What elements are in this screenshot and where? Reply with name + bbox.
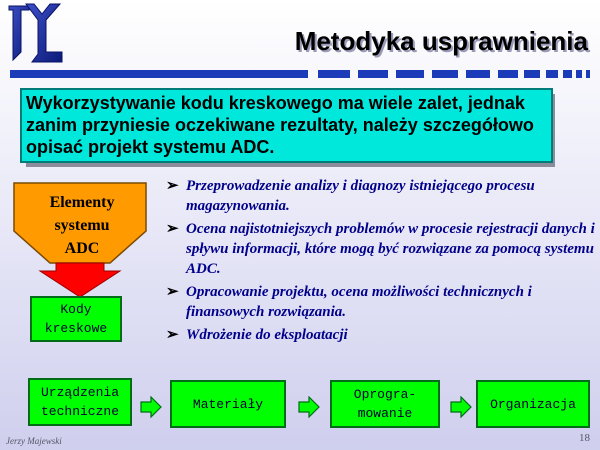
box-line: Oprogra- [353,387,417,402]
barcodes-box [30,296,122,342]
arrow-right-icon [450,396,472,418]
bar-segment [358,70,388,78]
bullet-list [166,176,596,348]
funnel-line: systemu [54,217,110,234]
box-line: Urządzenia [40,385,119,400]
box-line: Organizacja [490,396,576,412]
flow-box-devices [28,378,132,426]
arrow-right-icon [298,396,320,418]
bullet-arrow-icon: ➢ [166,327,179,343]
box-line: techniczne [40,404,119,419]
bullet-item [166,282,596,322]
bar-segment [586,70,590,78]
bar-segment [498,70,518,78]
flow-box-software [330,380,440,428]
bar-segment [10,70,308,78]
arrow-right-icon [140,396,162,418]
bar-segment [524,70,540,78]
funnel-label [40,191,124,260]
bullet-text: Ocena najistotniejszych problemów w procesie rejestracji danych i spływu informacji, które mogą być rozwiązane za pomocą systemu ADC. [186,221,595,277]
bullet-text: Przeprowadzenie analizy i diagnozy istniejącego procesu magazynowania. [186,178,535,214]
box-line: Kody [60,302,92,317]
funnel-line: ADC [64,240,100,257]
bullet-text: Opracowanie projektu, ocena możliwości technicznych i finansowych rozwiązania. [186,284,532,320]
author-footer: Jerzy Majewski [6,436,62,446]
bar-segment [318,70,350,78]
bullet-arrow-icon: ➢ [166,178,179,194]
bar-segment [576,70,582,78]
intro-text-box: Wykorzystywanie kodu kreskowego ma wiele zalet, jednak zanim przyniesie oczekiwane rezultaty, należy szczegółowo opisać projekt systemu ADC. [20,88,553,163]
box-line: Materiały [192,396,264,412]
bullet-item [166,325,596,345]
bar-segment [563,70,572,78]
bullet-arrow-icon: ➢ [166,221,179,237]
bar-segment [396,70,424,78]
bullet-text: Wdrożenie do eksploatacji [186,327,348,343]
flow-box-materials [170,380,286,428]
flow-box-organization [476,380,590,428]
bar-segment [466,70,490,78]
box-line: kreskowe [44,321,108,336]
slide-title: Metodyka usprawnienia [294,26,588,56]
bar-segment [546,70,558,78]
bar-segment [432,70,458,78]
bullet-arrow-icon: ➢ [166,284,179,300]
il-logo-icon [4,2,68,66]
bullet-item [166,219,596,279]
title-underline-bar [10,70,594,78]
box-line: mowanie [357,406,413,421]
bullet-item [166,176,596,216]
page-number: 18 [579,432,590,444]
funnel-line: Elementy [49,194,115,211]
